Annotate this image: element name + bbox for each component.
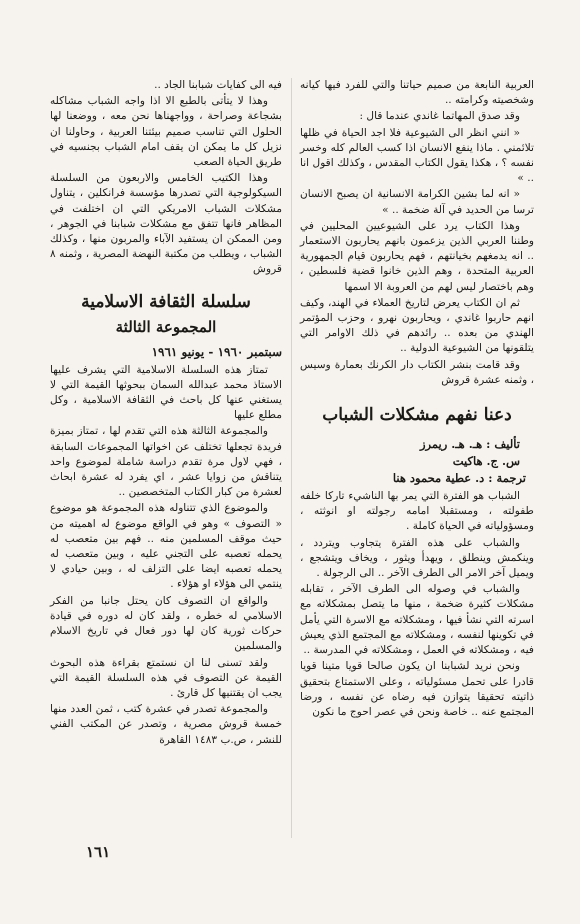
paragraph: تمتاز هذه السلسلة الاسلامية التي يشرف عليها الاستاذ محمد عبدالله السمان ببحوثها القيمة التي لا يستغني عنها كل باحث في الثقافة الاسلامية ، وكل مطلع عليها xyxy=(50,363,282,422)
left-column xyxy=(50,78,282,838)
paragraph: والشباب في وصوله الى الطرف الآخر ، تقابله مشكلات كثيرة ضخمة ، منها ما يتصل بمشكلاته مع اسرته التي نشأ فيها ، ومشكلاته مع الاسرة التي يأمل في تكوينها لنفسه ، ومشكلاته مع المجتمع الذي يعيش فيه ، ومشكلاته في العمل ، ومشكلاته في المدرسة .. xyxy=(300,583,534,657)
section-subtitle: المجموعة الثالثة xyxy=(115,317,217,336)
paragraph: ثم ان الكتاب يعرض لتاريخ العملاء في الهند، وكيف انهم حاربوا غاندي ، ويحاربون نهرو ، وحزب المؤتمر الهندي من بعده .. رائدهم في ذلك الاوامر التي يتلقونها من الشيوعية الدولية .. xyxy=(300,296,534,355)
book-authors-2: س. ج. هاكيت xyxy=(452,454,520,469)
column-divider xyxy=(291,78,292,838)
paragraph: والمجموعة تصدر في عشرة كتب ، ثمن العدد منها خمسة قروش مصرية ، وتصدر عن المكتب الفني للنشر ، ص.ب ١٤٨٣ القاهرة xyxy=(50,703,282,746)
paragraph: والشباب على هذه الفترة يتجاوب ويتردد ، وينكمش وينطلق ، ويهدأ ويثور ، ويخاف ويتشجع ، ويميل آخر الامر الى الطرف الآخر .. الى الرجولة . xyxy=(300,536,534,580)
paragraph: والواقع ان التصوف كان يحتل جانبا من الفكر الاسلامي له خطره ، ولقد كان له دوره في قيادة حركات ثورية كان لها دور فعال في تاريخ الاسلام والمسلمين xyxy=(50,594,282,653)
paragraph: وهذا الكتيب الخامس والاربعون من السلسلة السيكولوجية التي تصدرها مؤسسة فرانكلين ، يتناول مشكلات الشباب الامريكي التي ان اختلفت في المظاهر فانها تتفق مع مشكلات شبابنا في الجوهر ، ومن الممكن ان يستفيد الآباء والمربون منها ، وكذلك الشباب ، ويطلب من مكتبة النهضة المصرية ، وثمنه ٨ قروش xyxy=(50,172,282,276)
paragraph: وقد صدق المهاتما غاندي عندما قال : xyxy=(359,110,520,123)
paragraph: والمجموعة الثالثة هذه التي تقدم لها ، تمتاز بميزة فريدة تجعلها تختلف عن اخواتها المجموعات السابقة ، فهي لاول مرة تقدم دراسة شاملة لموضوع واحد يتناقش من زوايا عشر ، اي يفرد له عشرة ابحاث لعشرة من كبار الكتاب المتخصصين .. xyxy=(50,425,282,499)
paragraph: والموضوع الذي تتناوله هذه المجموعة هو موضوع « التصوف » وهو في الواقع موضوع له اهميته من حيث موقف المسلمين منه .. فهم بين متعصب له يحمله تعصبه على التجني عليه ، وبين متعصب له يحمله تعصبه ايضا على التزلف له ، وبين حيادي لا ينتمي الى هؤلاء او هؤلاء . xyxy=(50,502,282,591)
dateline: سبتمبر ١٩٦٠ - يونيو ١٩٦١ xyxy=(151,344,282,359)
page-number: ١٦١ xyxy=(86,843,111,861)
paragraph: العربية النابعة من صميم حياتنا والتي للفرد فيها كيانه وشخصيته وكرامته .. xyxy=(300,79,534,107)
paragraph: وقد قامت بنشر الكتاب دار الكرنك بعمارة وسيس ، وثمنه عشرة قروش xyxy=(300,358,534,386)
book-title: دعنا نفهم مشكلات الشباب xyxy=(322,405,512,426)
paragraph: ولقد تسنى لنا ان نستمتع بقراءة هذه البحوث القيمة عن التصوف في هذه السلسلة القيمة التي يجب ان يقتنيها كل قارئ . xyxy=(50,656,282,699)
section-title: سلسلة الثقافة الاسلامية xyxy=(81,291,251,312)
paragraph: وهذا الكتاب يرد على الشيوعيين المحليين في وطننا العربي الذين يزعمون بانهم يحاربون الاستعمار .. انه يدمغهم بخيانتهم ، فهم يحاربون قيام الجمهورية العربية المتحدة ، وهم الذين خانوا قضية فلسطين ، وهم باختصار ليس لهم من العروبة الا اسمها xyxy=(300,219,534,293)
right-column xyxy=(300,78,534,718)
paragraph: ونحن نريد لشبابنا ان يكون صالحا قويا متينا قويا قادرا على تحمل مسئولياته ، وعلى الاستمتاع بتحقيق ذاتيته تحقيقا يتوازن فيه رضاه عن نفسه ، ورضا المجتمع عنه .. خاصة ونحن في عصر احوج ما نكون xyxy=(300,660,534,718)
quote-paragraph: « انه لما بشين الكرامة الانسانية ان يصبح الانسان ترسا من الحديد في آلة ضخمة .. » xyxy=(300,188,534,216)
book-translator: ترجمة : د. عطية محمود هنا xyxy=(392,471,526,486)
paragraph: الشباب هو الفترة التي يمر بها الناشيء تاركا خلفه طفولته ، ومستقبلا امامه رجولته او انوثته ، ومسؤولياته في الحياة كاملة . xyxy=(300,490,534,533)
book-authors: تأليف : هـ. هـ. ريمرز xyxy=(419,437,520,452)
paragraph: فيه الى كفايات شبابنا الجاد .. xyxy=(154,79,282,91)
paragraph: وهذا لا يتأتى بالطبع الا اذا واجه الشباب مشاكله بشجاعة وصراحة ، وواجهناها نحن معه ، ووضعنا لها الحلول التي تناسب صميم بيئتنا العربية ، وحاولنا ان نزيل كل ما يمكن ان يقف امام الشباب بجنسيه في طريق الحياة الصعب xyxy=(50,95,282,169)
quote-paragraph: « انني انظر الى الشيوعية فلا اجد الحياة في ظلها تلائمني . ماذا ينفع الانسان اذا كسب العالم كله وخسر نفسه ؟ ، هكذا يقول الكتاب المقدس ، وكذلك اقول انا .. » xyxy=(300,126,534,185)
